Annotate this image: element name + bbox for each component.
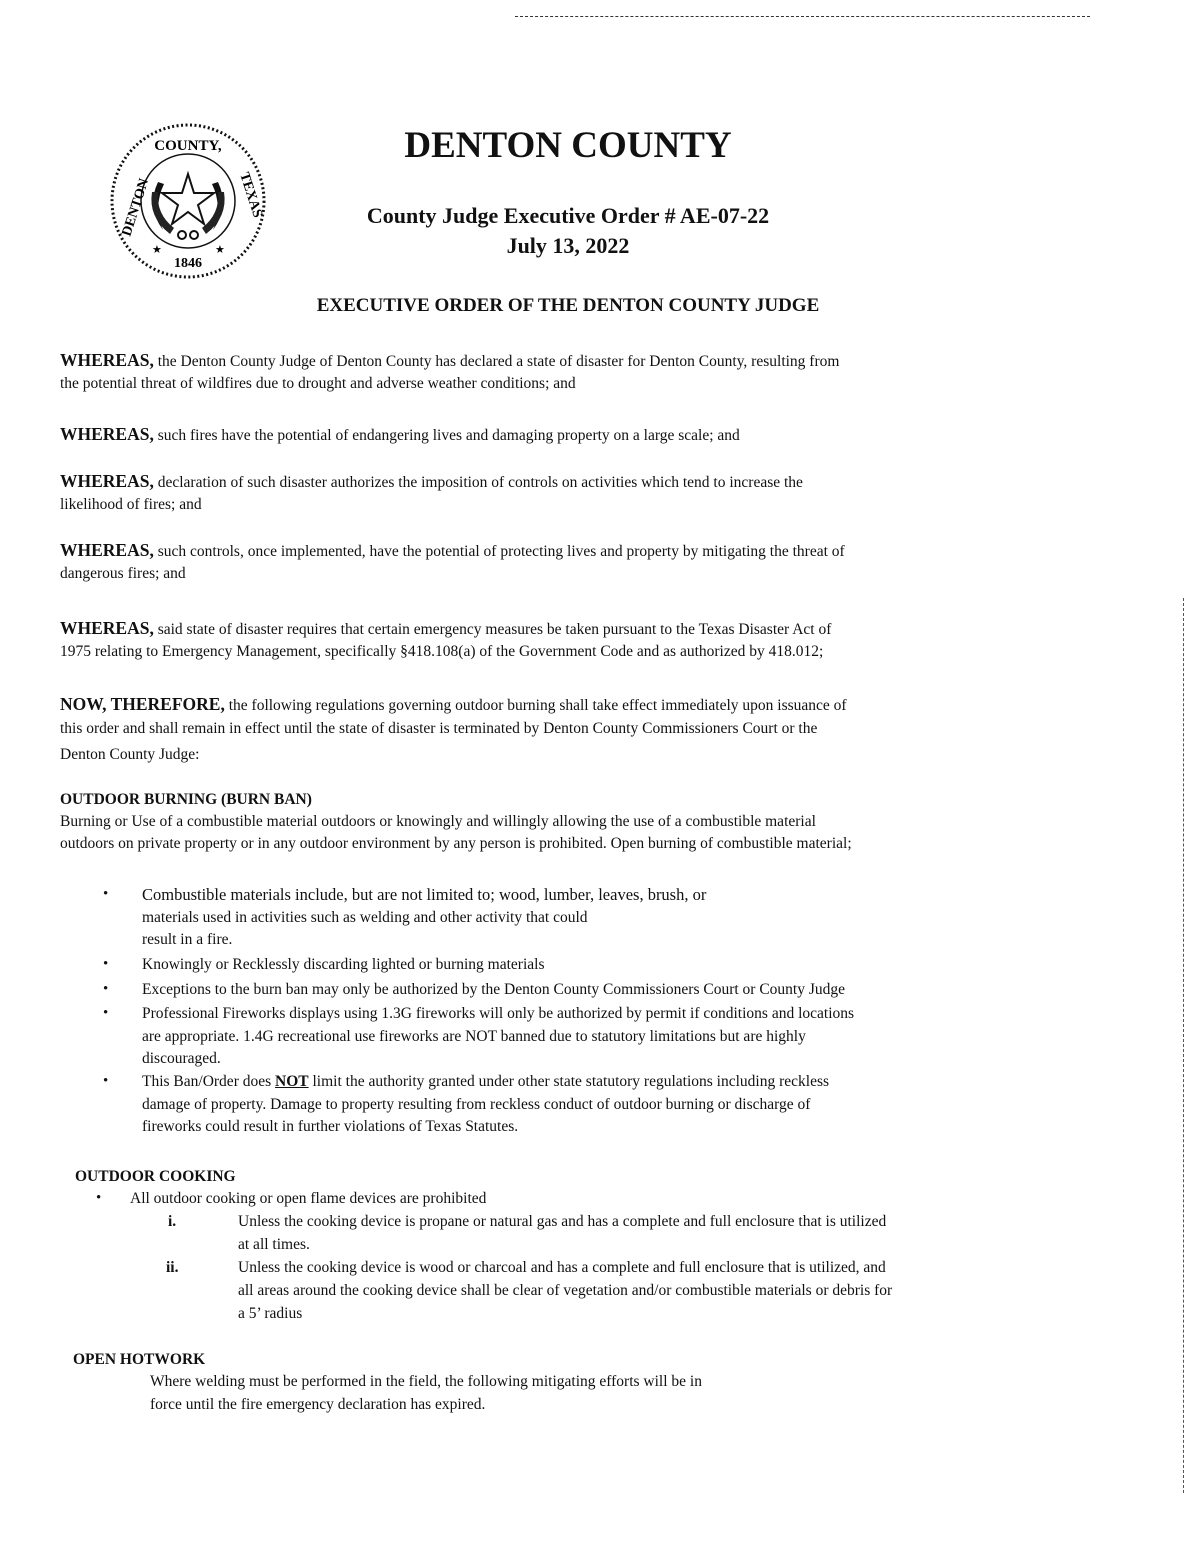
order-heading: EXECUTIVE ORDER OF THE DENTON COUNTY JUDGE: [316, 295, 820, 316]
scan-top-rule: [515, 16, 1090, 17]
text-line: discouraged.: [142, 1050, 221, 1067]
therefore-paragraph: [60, 695, 847, 715]
text-line: the Denton County Judge of Denton County has declared a state of disaster for Denton County, resulting from: [153, 353, 840, 370]
text-fragment: This Ban/Order does: [142, 1073, 276, 1090]
section-heading-cooking: OUTDOOR COOKING: [75, 1168, 236, 1185]
text-line: outdoors on private property or in any outdoor environment by any person is prohibited. Open burning of combustible material;: [60, 835, 852, 852]
text-line: all areas around the cooking device shall be clear of vegetation and/or combustible materials or debris for: [238, 1282, 893, 1299]
text-line: declaration of such disaster authorizes the imposition of controls on activities which tend to increase the: [153, 474, 803, 491]
text-line: Professional Fireworks displays using 1.3G fireworks will only be authorized by permit if conditions and locations: [142, 1005, 855, 1022]
text-line: fireworks could result in further violations of Texas Statutes.: [142, 1118, 519, 1135]
seal-left-text: DENTON: [119, 176, 153, 239]
whereas-lead: WHEREAS,: [60, 471, 154, 491]
text-line: Denton County Judge:: [60, 746, 200, 763]
text-line: such controls, once implemented, have the potential of protecting lives and property by mitigating the threat of: [153, 543, 845, 560]
text-line: the following regulations governing outdoor burning shall take effect immediately upon issuance of: [224, 697, 847, 714]
text-line: at all times.: [238, 1236, 310, 1253]
seal-right-text: TEXAS: [236, 170, 265, 220]
text-line: such fires have the potential of endangering lives and damaging property on a large scale; and: [153, 427, 740, 444]
text-line: are appropriate. 1.4G recreational use fireworks are NOT banned due to statutory limitations but are highly: [142, 1028, 806, 1045]
text-line: likelihood of fires; and: [60, 496, 202, 513]
text-line: damage of property. Damage to property resulting from reckless conduct of outdoor burning or discharge of: [142, 1096, 811, 1113]
whereas-paragraph: [60, 541, 845, 561]
order-number: County Judge Executive Order # AE-07-22: [366, 203, 770, 228]
text-line: force until the fire emergency declaration has expired.: [150, 1396, 486, 1413]
page-title: DENTON COUNTY: [404, 125, 732, 166]
bullet-icon: •: [96, 1190, 102, 1206]
text-line: Combustible materials include, but are not limited to; wood, lumber, leaves, brush, or: [142, 885, 707, 904]
text-line: Exceptions to the burn ban may only be authorized by the Denton County Commissioners Court or County Judge: [142, 981, 846, 998]
list-marker: ii.: [166, 1259, 179, 1276]
bullet-icon: •: [103, 1073, 109, 1089]
text-line: said state of disaster requires that certain emergency measures be taken pursuant to the Texas Disaster Act of: [153, 621, 832, 638]
therefore-lead: NOW, THEREFORE,: [60, 694, 225, 714]
list-marker: i.: [168, 1213, 177, 1230]
text-line: Unless the cooking device is propane or natural gas and has a complete and full enclosure that is utilized: [238, 1213, 887, 1230]
section-heading-burning: OUTDOOR BURNING (BURN BAN): [60, 791, 312, 808]
text-line: Knowingly or Recklessly discarding lighted or burning materials: [142, 956, 545, 973]
seal-star-left-icon: ★: [152, 244, 162, 256]
seal-star-right-icon: ★: [215, 244, 225, 256]
emphasis-not: NOT: [275, 1073, 309, 1090]
text-line: Burning or Use of a combustible material outdoors or knowingly and willingly allowing the use of a combustible material: [60, 813, 816, 830]
whereas-paragraph: [60, 351, 839, 371]
whereas-lead: WHEREAS,: [60, 350, 154, 370]
scan-margin-line: [1183, 598, 1184, 1493]
order-date: July 13, 2022: [506, 233, 630, 258]
whereas-paragraph: [60, 472, 803, 492]
whereas-lead: WHEREAS,: [60, 618, 154, 638]
text-line: materials used in activities such as welding and other activity that could: [142, 909, 588, 926]
text-line: Unless the cooking device is wood or charcoal and has a complete and full enclosure that is utilized, and: [238, 1259, 886, 1276]
text-line: dangerous fires; and: [60, 565, 186, 582]
text-line: [142, 1073, 829, 1091]
whereas-paragraph: [60, 619, 831, 639]
bullet-icon: •: [103, 886, 109, 902]
text-line: this order and shall remain in effect until the state of disaster is terminated by Denton County Commissioners Court or the: [60, 720, 818, 737]
text-fragment: limit the authority granted under other state statutory regulations including reckless: [308, 1073, 830, 1090]
text-line: a 5’ radius: [238, 1305, 303, 1322]
bullet-icon: •: [103, 981, 109, 997]
whereas-paragraph: [60, 425, 740, 445]
whereas-lead: WHEREAS,: [60, 540, 154, 560]
bullet-icon: •: [103, 956, 109, 972]
text-line: result in a fire.: [142, 931, 233, 948]
bullet-icon: •: [103, 1005, 109, 1021]
text-line: the potential threat of wildfires due to drought and adverse weather conditions; and: [60, 375, 576, 392]
whereas-lead: WHEREAS,: [60, 424, 154, 444]
text-line: 1975 relating to Emergency Management, specifically §418.108(a) of the Government Code and as authorized by 418.012;: [60, 643, 824, 660]
section-heading-hotwork: OPEN HOTWORK: [73, 1351, 206, 1368]
text-line: Where welding must be performed in the field, the following mitigating efforts will be in: [150, 1373, 702, 1390]
text-line: All outdoor cooking or open flame devices are prohibited: [130, 1190, 487, 1207]
seal-top-text: COUNTY,: [154, 138, 222, 154]
seal-year: 1846: [174, 256, 202, 271]
